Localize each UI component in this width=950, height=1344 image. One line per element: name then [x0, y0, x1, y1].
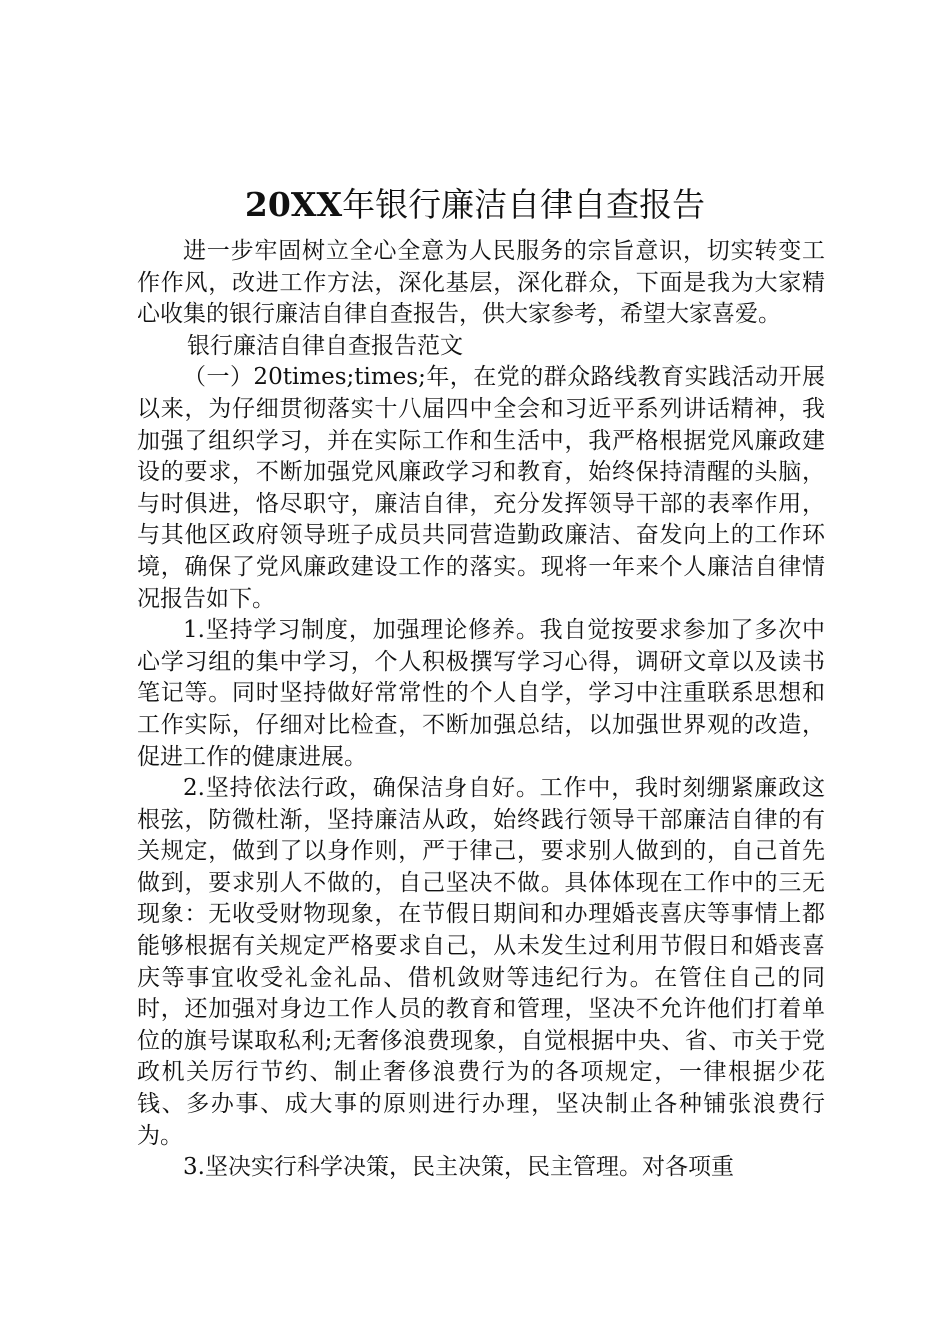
document-body [137, 236, 825, 1184]
intro-paragraph: 进一步牢固树立全心全意为人民服务的宗旨意识，切实转变工作作风，改进工作方法，深化基层，深化群众，下面是我为大家精心收集的银行廉洁自律自查报告，供大家参考，希望大家喜爱。 [137, 238, 825, 328]
title-text: 年银行廉洁自律自查报告 [342, 185, 706, 224]
body-paragraph: 3.坚决实行科学决策，民主决策，民主管理。对各项重 [183, 1154, 734, 1181]
body-paragraph: 2.坚持依法行政，确保洁身自好。工作中，我时刻绷紧廉政这根弦，防微杜渐，坚持廉洁从政，始终践行领导干部廉洁自律的有关规定，做到了以身作则，严于律己，要求别人做到的，自己首先做到，要求别人不做的，自己坚决不做。具体体现在工作中的三无现象：无收受财物现象，在节假日期间和办理婚丧喜庆等事情上都能够根据有关规定严格要求自己，从未发生过利用节假日和婚丧喜庆等事宜收受礼金礼品、借机敛财等违纪行为。在管住自己的同时，还加强对身边工作人员的教育和管理，坚决不允许他们打着单位的旗号谋取私利;无奢侈浪费现象，自觉根据中央、省、市关于党政机关厉行节约、制止奢侈浪费行为的各项规定，一律根据少花钱、多办事、成大事的原则进行办理，坚决制止各种铺张浪费行为。 [137, 775, 825, 1149]
document-title [0, 183, 950, 227]
section-heading: 银行廉洁自律自查报告范文 [187, 332, 463, 359]
body-paragraph: （一）20times;times;年，在党的群众路线教育实践活动开展以来，为仔细贯彻落实十八届四中全会和习近平系列讲话精神，我加强了组织学习，并在实际工作和生活中，我严格根据党风廉政建设的要求，不断加强党风廉政学习和教育，始终保持清醒的头脑，与时俱进，恪尽职守，廉洁自律，充分发挥领导干部的表率作用，与其他区政府领导班子成员共同营造勤政廉洁、奋发向上的工作环境，确保了党风廉政建设工作的落实。现将一年来个人廉洁自律情况报告如下。 [137, 364, 825, 612]
body-paragraph: 1.坚持学习制度，加强理论修养。我自觉按要求参加了多次中心学习组的集中学习，个人积极撰写学习心得，调研文章以及读书笔记等。同时坚持做好常常性的个人自学，学习中注重联系思想和工作实际，仔细对比检查，不断加强总结，以加强世界观的改造，促进工作的健康进展。 [137, 617, 825, 770]
title-year: 20XX [244, 185, 343, 224]
